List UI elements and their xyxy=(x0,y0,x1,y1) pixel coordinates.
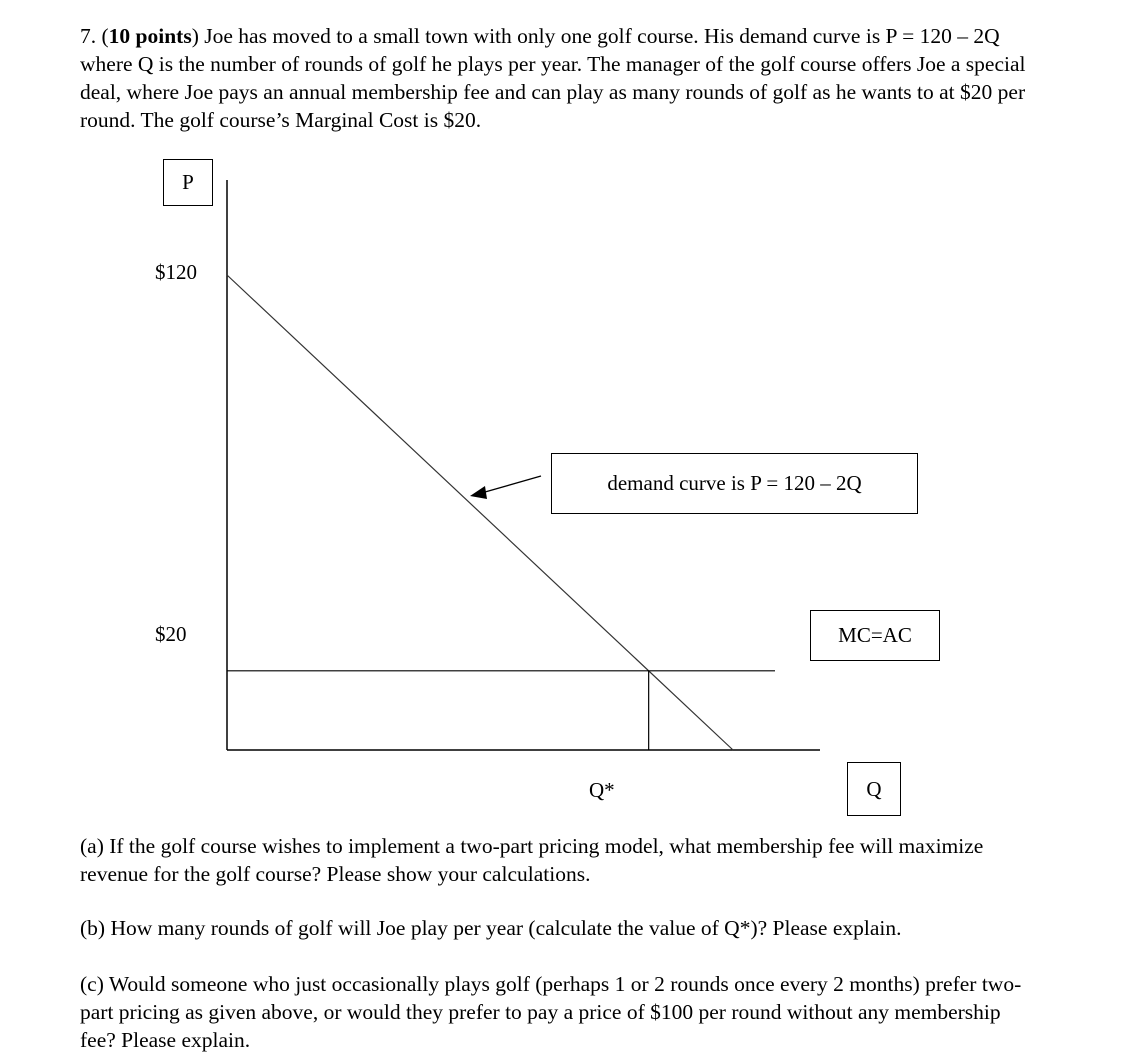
problem-text: ) Joe has moved to a small town with only one golf course. His demand curve is P = 120 – 2Q where Q is the number of rounds of golf he plays per year. The manager of the golf course offers Joe a special deal, where Joe pays an annual membership fee and can play as many rounds of golf as he wants to at $20 per round. The golf course’s Marginal Cost is $20. xyxy=(80,24,1026,132)
y-tick-120: $120 xyxy=(155,260,197,284)
mc-label: MC=AC xyxy=(838,623,912,647)
mc-label-box xyxy=(810,610,940,661)
problem-points: 10 points xyxy=(108,24,192,48)
y-axis-label: P xyxy=(182,170,194,194)
demand-label: demand curve is P = 120 – 2Q xyxy=(607,471,862,495)
x-tick-q-star: Q* xyxy=(589,778,615,802)
question-a: (a) If the golf course wishes to implement a two-part pricing model, what membership fee will maximize revenue for the golf course? Please show your calculations. xyxy=(80,834,984,886)
question-c: (c) Would someone who just occasionally plays golf (perhaps 1 or 2 rounds once every 2 months) prefer two-part pricing as given above, or would they prefer to pay a price of $100 per round without any membership fee? Please explain. xyxy=(80,972,1022,1052)
question-b: (b) How many rounds of golf will Joe play per year (calculate the value of Q*)? Please explain. xyxy=(80,916,902,940)
problem-number: 7. ( xyxy=(80,24,109,48)
demand-label-box xyxy=(551,453,918,514)
demand-arrow-head-icon xyxy=(470,486,487,499)
x-axis-label: Q xyxy=(866,776,882,801)
y-tick-20: $20 xyxy=(155,622,187,646)
y-axis-label-box xyxy=(163,159,213,206)
x-axis-label-box xyxy=(847,762,901,816)
demand-arrow-shaft xyxy=(478,476,541,494)
